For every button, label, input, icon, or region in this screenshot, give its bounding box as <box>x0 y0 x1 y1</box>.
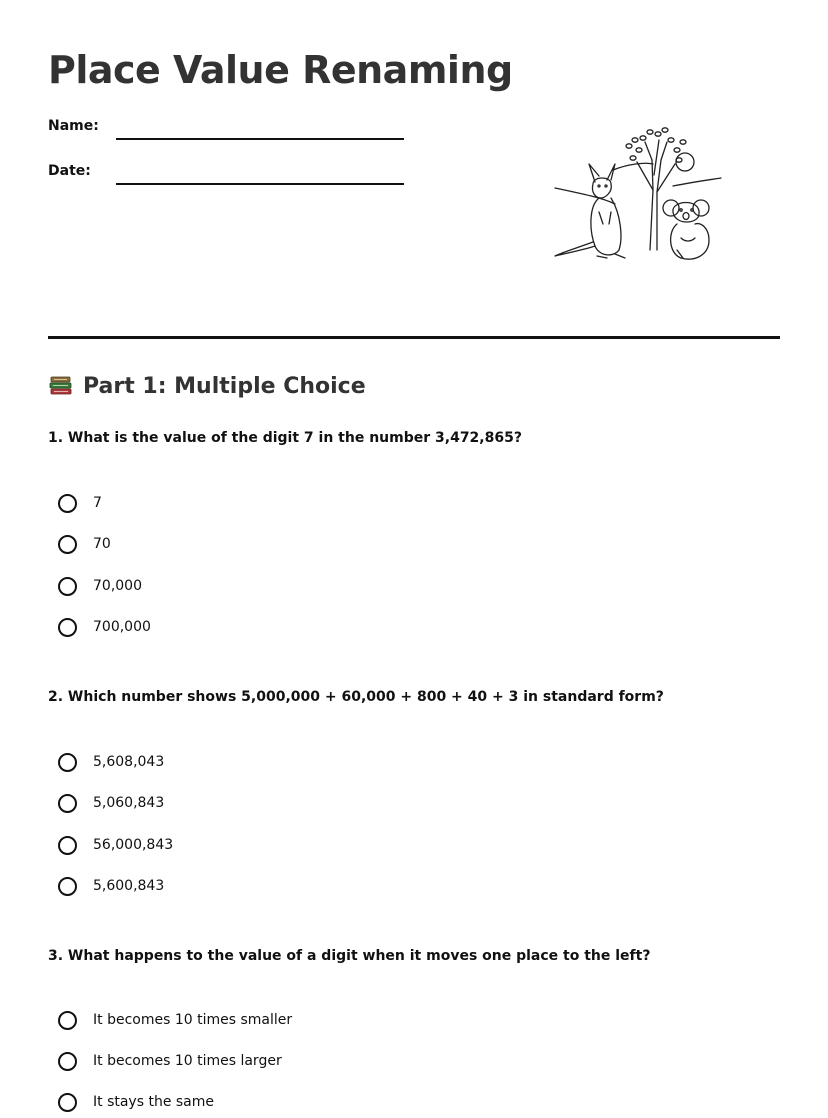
radio-button[interactable] <box>58 535 77 554</box>
date-field[interactable] <box>116 183 404 185</box>
radio-button[interactable] <box>58 836 77 855</box>
option-label: 700,000 <box>93 619 151 635</box>
name-field[interactable] <box>116 138 404 140</box>
page-title: Place Value Renaming <box>48 48 513 92</box>
section-divider <box>48 336 780 339</box>
q2-option-2[interactable] <box>58 790 164 816</box>
option-label: 70 <box>93 536 111 552</box>
q3-option-3[interactable] <box>58 1089 214 1115</box>
radio-button[interactable] <box>58 1011 77 1030</box>
q1-option-2[interactable] <box>58 531 111 557</box>
q1-option-3[interactable] <box>58 573 142 599</box>
radio-button[interactable] <box>58 618 77 637</box>
question-3: 3. What happens to the value of a digit when it moves one place to the left? <box>48 948 651 964</box>
option-label: 56,000,843 <box>93 837 174 853</box>
question-2: 2. Which number shows 5,000,000 + 60,000 + 800 + 40 + 3 in standard form? <box>48 689 664 705</box>
radio-button[interactable] <box>58 1052 77 1071</box>
q2-option-3[interactable] <box>58 832 173 858</box>
part1-heading <box>48 373 366 399</box>
date-label: Date: <box>48 163 91 179</box>
q2-option-4[interactable] <box>58 873 164 899</box>
q3-option-1[interactable] <box>58 1007 292 1033</box>
radio-button[interactable] <box>58 877 77 896</box>
option-label: 70,000 <box>93 578 142 594</box>
name-label: Name: <box>48 118 99 134</box>
radio-button[interactable] <box>58 494 77 513</box>
q3-option-2[interactable] <box>58 1048 282 1074</box>
option-label: It becomes 10 times larger <box>93 1053 282 1069</box>
radio-button[interactable] <box>58 577 77 596</box>
radio-button[interactable] <box>58 753 77 772</box>
q1-option-4[interactable] <box>58 614 151 640</box>
option-label: 7 <box>93 495 102 511</box>
option-label: 5,608,043 <box>93 754 165 770</box>
option-label: It becomes 10 times smaller <box>93 1012 293 1028</box>
radio-button[interactable] <box>58 794 77 813</box>
q2-option-1[interactable] <box>58 749 164 775</box>
kangaroo-koala-tree-illustration-icon <box>553 120 733 270</box>
option-label: It stays the same <box>93 1094 215 1110</box>
books-icon <box>48 373 74 399</box>
question-1: 1. What is the value of the digit 7 in the number 3,472,865? <box>48 430 522 446</box>
q1-option-1[interactable] <box>58 490 102 516</box>
option-label: 5,060,843 <box>93 795 165 811</box>
radio-button[interactable] <box>58 1093 77 1112</box>
option-label: 5,600,843 <box>93 878 165 894</box>
part1-heading-text: Part 1: Multiple Choice <box>83 373 366 399</box>
